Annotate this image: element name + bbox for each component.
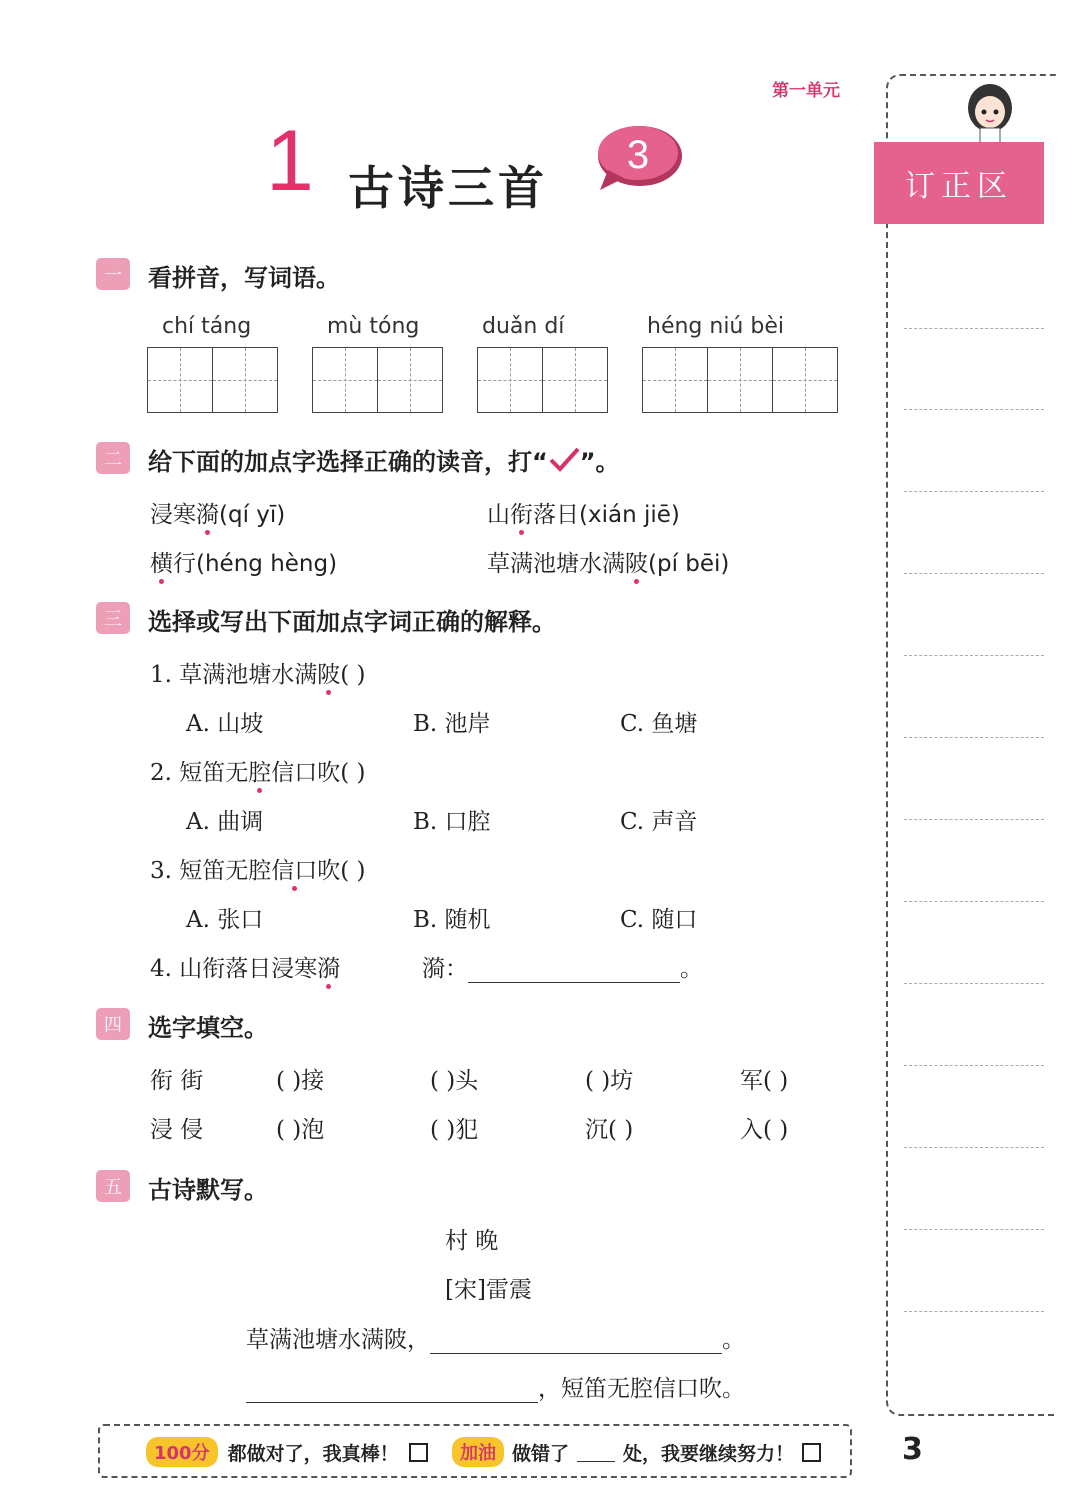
girl-cartoon-icon [960,82,1020,144]
keep-trying-checkbox[interactable] [802,1443,821,1462]
q3-option-c[interactable]: C. 随口 [620,907,698,933]
mistakes-text: 做错了 [512,1442,570,1465]
correction-line[interactable] [904,655,1044,656]
self-assessment-row-1 [146,1437,428,1467]
correction-line[interactable] [904,1229,1044,1230]
keep-trying-text: 处，我要继续努力！ [623,1442,795,1465]
fill-blank[interactable]: ( )泡 [276,1117,325,1143]
all-correct-text: 都做对了，我真棒！ [227,1442,399,1465]
poem-author: [宋]雷震 [445,1277,532,1303]
section-1-title: 看拼音，写词语。 [148,264,340,292]
question-1[interactable]: 1. 草满池塘水满陂( ) [150,662,366,688]
section-2-title [148,442,620,477]
q2-option-a[interactable]: A. 曲调 [186,809,264,835]
section-5-icon: 五 [96,1170,130,1202]
lesson-title: 古诗三首 [348,161,548,215]
reading-item-1[interactable]: 浸寒漪(qí yī) [150,502,286,528]
pinyin-1: chí táng [162,314,252,339]
q1-option-b[interactable]: B. 池岸 [413,711,491,737]
section-3-icon: 三 [96,602,130,634]
question-4: 4. 山衔落日浸寒漪 [150,956,341,982]
fill-blank[interactable]: 入( ) [740,1117,789,1143]
reading-item-2[interactable]: 山衔落日(xián jiē) [487,502,680,528]
fill-blank[interactable]: ( )头 [430,1068,479,1094]
correction-line[interactable] [904,1065,1044,1066]
writing-grid-3[interactable] [477,347,608,413]
self-assessment-row-2 [452,1437,821,1467]
fill-blank[interactable]: ( )接 [276,1068,325,1094]
q2-option-c[interactable]: C. 声音 [620,809,698,835]
section-2-icon: 二 [96,442,130,474]
section-3-title: 选择或写出下面加点字词正确的解释。 [148,608,556,636]
writing-grid-4[interactable] [642,347,838,413]
fill-blank[interactable]: 沉( ) [585,1117,634,1143]
cheer-badge: 加油 [452,1437,504,1467]
q1-option-a[interactable]: A. 山坡 [186,711,264,737]
q3-option-a[interactable]: A. 张口 [186,907,264,933]
correction-line[interactable] [904,819,1044,820]
section-2-title-end: ”。 [579,448,620,476]
q1-option-c[interactable]: C. 鱼塘 [620,711,698,737]
mistake-count-blank[interactable] [577,1443,615,1462]
pinyin-3: duǎn dí [482,314,565,339]
writing-grid-2[interactable] [312,347,443,413]
fill-blank[interactable]: ( )犯 [430,1117,479,1143]
correction-line[interactable] [904,409,1044,410]
section-5-title: 古诗默写。 [148,1176,268,1204]
pinyin-2: mù tóng [327,314,420,339]
checkmark-icon [548,447,580,473]
poem-line-2[interactable]: ，短笛无腔信口吹。 [246,1370,745,1403]
section-4-title: 选字填空。 [148,1014,268,1042]
bubble-number: 3 [626,133,650,177]
fill-blank[interactable]: ( )坊 [585,1068,634,1094]
poem-title: 村 晚 [445,1228,499,1254]
q2-option-b[interactable]: B. 口腔 [413,809,491,835]
poem-line-1[interactable]: 草满池塘水满陂， 。 [246,1327,745,1353]
correction-area-label: 订正区 [874,142,1044,224]
choice-chars-2: 浸 侵 [150,1117,204,1143]
all-correct-checkbox[interactable] [409,1443,428,1462]
choice-chars-1: 衔 街 [150,1068,204,1094]
writing-grid-1[interactable] [147,347,278,413]
section-2-title-text: 给下面的加点字选择正确的读音，打“ [148,448,548,476]
question-2[interactable]: 2. 短笛无腔信口吹( ) [150,760,366,786]
reading-item-4[interactable]: 草满池塘水满陂(pí bēi) [487,551,730,577]
correction-panel [886,74,1056,1416]
q3-option-b[interactable]: B. 随机 [413,907,491,933]
question-3[interactable]: 3. 短笛无腔信口吹( ) [150,858,366,884]
reading-item-3[interactable]: 横行(héng hèng) [150,551,338,577]
question-4-answer[interactable]: 漪： 。 [422,956,703,982]
correction-line[interactable] [904,737,1044,738]
fill-blank[interactable]: 军( ) [740,1068,789,1094]
unit-label: 第一单元 [772,81,840,101]
page-number: 3 [902,1432,923,1467]
correction-line[interactable] [904,983,1044,984]
correction-line[interactable] [904,1147,1044,1148]
speech-bubble-icon [594,124,684,192]
correction-line[interactable] [904,573,1044,574]
correction-line[interactable] [904,491,1044,492]
correction-line[interactable] [904,901,1044,902]
lesson-number: 1 [266,113,314,209]
section-4-icon: 四 [96,1008,130,1040]
section-1-icon: 一 [96,258,130,290]
correction-line[interactable] [904,1311,1044,1312]
full-score-badge: 100分 [146,1437,218,1467]
correction-line[interactable] [904,328,1044,329]
pinyin-4: héng niú bèi [647,314,784,339]
